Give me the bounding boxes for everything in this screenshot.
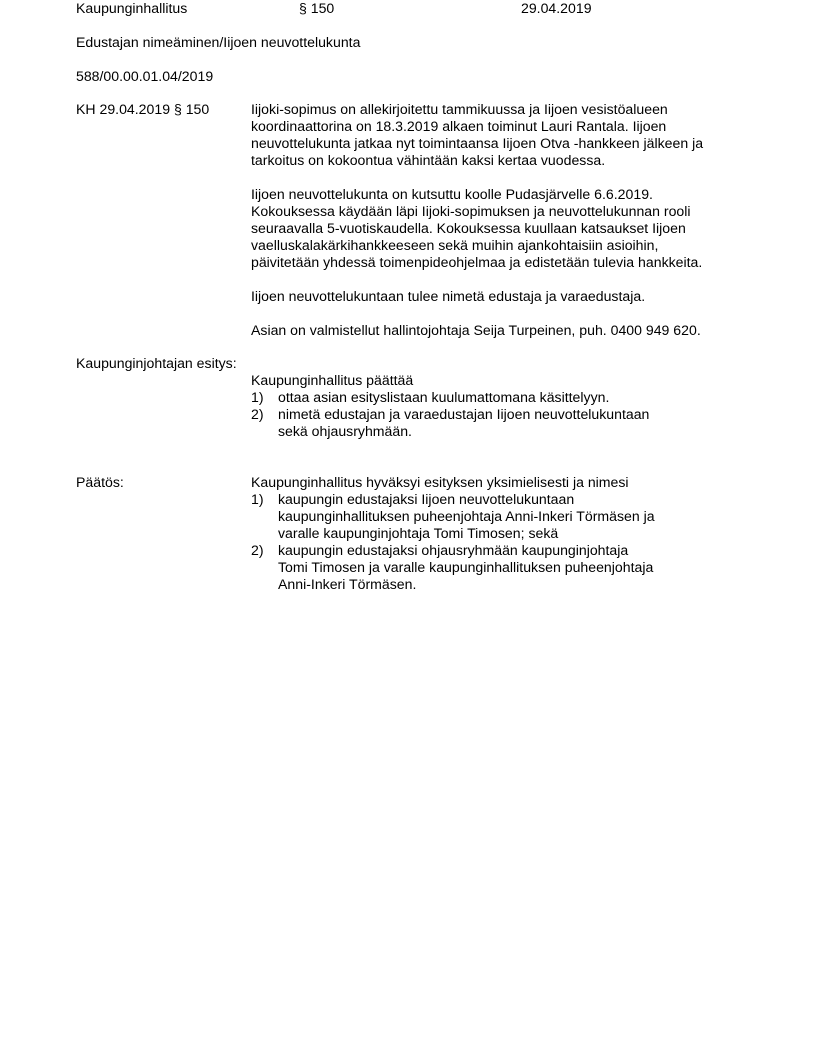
paragraph-3 [251, 288, 751, 305]
list-item-line: Anni-Inkeri Törmäsen. [278, 576, 417, 592]
paragraph-line: Kokouksessa käydään läpi Iijoki-sopimuksen ja neuvottelukunnan rooli [251, 203, 691, 219]
paragraph-line: Iijoen neuvottelukuntaan tulee nimetä edustaja ja varaedustaja. [251, 288, 646, 304]
paragraph-line: päivitetään yhdessä toimenpideohjelmaa ja edistetään tulevia hankkeita. [251, 254, 703, 270]
list-item-line: kaupungin edustajaksi Iijoen neuvottelukuntaan [278, 491, 575, 507]
paragraph-line: tarkoitus on kokoontua vähintään kaksi kertaa vuodessa. [251, 152, 606, 168]
list-item-line: ottaa asian esityslistaan kuulumattomana käsittelyyn. [278, 389, 610, 405]
list-item-line: varalle kaupunginjohtaja Tomi Timosen; sekä [278, 525, 559, 541]
list-item [251, 542, 751, 593]
list-number: 1) [251, 491, 264, 507]
header-section: § 150 [299, 0, 335, 16]
proposal-label: Kaupunginjohtajan esitys: [76, 355, 237, 371]
decision-intro: Kaupunginhallitus hyväksyi esityksen yksimielisesti ja nimesi [251, 474, 629, 490]
paragraph-1 [251, 101, 751, 169]
proposal-intro: Kaupunginhallitus päättää [251, 372, 414, 388]
paragraph-4 [251, 322, 751, 339]
paragraph-2 [251, 186, 751, 271]
document-title: Edustajan nimeäminen/Iijoen neuvottelukunta [76, 34, 361, 50]
decision-block [251, 474, 751, 593]
paragraph-line: neuvottelukunta jatkaa nyt toimintaansa Iijoen Otva -hankkeen jälkeen ja [251, 135, 704, 151]
paragraph-line: seuraavalla 5-vuotiskaudella. Kokouksessa kuullaan katsaukset Iijoen [251, 220, 686, 236]
paragraph-line: Asian on valmistellut hallintojohtaja Seija Turpeinen, puh. 0400 949 620. [251, 322, 701, 338]
list-item-line: nimetä edustajan ja varaedustajan Iijoen neuvottelukuntaan [278, 406, 650, 422]
list-item [251, 491, 751, 542]
paragraph-line: koordinaattorina on 18.3.2019 alkaen toiminut Lauri Rantala. Iijoen [251, 118, 667, 134]
list-item-line: kaupunginhallituksen puheenjohtaja Anni-Inkeri Törmäsen ja [278, 508, 655, 524]
list-number: 2) [251, 542, 264, 558]
list-item-line: sekä ohjausryhmään. [278, 423, 412, 439]
list-number: 1) [251, 389, 264, 405]
list-item [251, 389, 751, 406]
paragraph-line: vaelluskalakärkihankkeeseen sekä muihin ajankohtaisiin asioihin, [251, 237, 659, 253]
section-reference: KH 29.04.2019 § 150 [76, 101, 210, 117]
decision-label: Päätös: [76, 474, 124, 490]
list-item [251, 406, 751, 440]
paragraph-line: Iijoki-sopimus on allekirjoitettu tammikuussa ja Iijoen vesistöalueen [251, 101, 668, 117]
list-number: 2) [251, 406, 264, 422]
record-number: 588/00.00.01.04/2019 [76, 68, 214, 84]
list-item-line: kaupungin edustajaksi ohjausryhmään kaupunginjohtaja [278, 542, 629, 558]
header-date: 29.04.2019 [521, 0, 592, 16]
list-item-line: Tomi Timosen ja varalle kaupunginhallituksen puheenjohtaja [278, 559, 654, 575]
proposal-block [251, 372, 751, 440]
header-body-name: Kaupunginhallitus [76, 0, 188, 16]
paragraph-line: Iijoen neuvottelukunta on kutsuttu koolle Pudasjärvelle 6.6.2019. [251, 186, 653, 202]
